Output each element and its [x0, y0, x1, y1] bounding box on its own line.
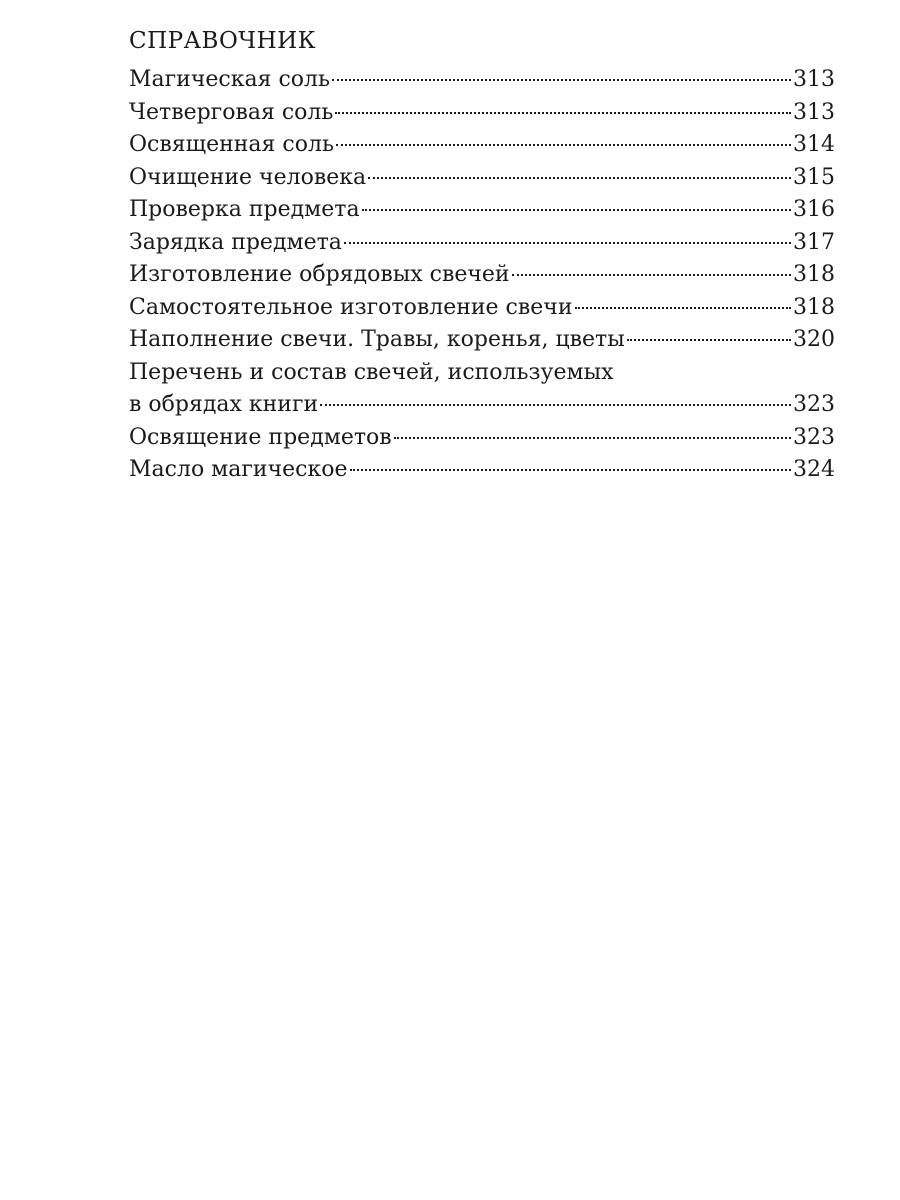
toc-line — [129, 97, 835, 130]
toc-page-number: 317 — [793, 229, 835, 255]
toc-page-number: 313 — [793, 99, 835, 125]
toc-page-number: 315 — [793, 164, 835, 190]
toc-page — [129, 24, 835, 487]
toc-entry[interactable] — [129, 227, 835, 260]
toc-entry-title: Освящение предметов — [129, 424, 392, 450]
toc-line — [129, 64, 835, 97]
toc-page-number: 316 — [793, 197, 835, 222]
dot-leader — [336, 144, 791, 146]
toc-entry[interactable] — [129, 259, 835, 292]
toc-page-number: 314 — [793, 132, 835, 157]
toc-page-number: 318 — [793, 262, 835, 287]
toc-entry[interactable] — [129, 194, 835, 227]
dot-leader — [368, 177, 791, 179]
toc-entry[interactable] — [129, 97, 835, 130]
toc-entry-title: Проверка предмета — [129, 197, 360, 222]
toc-line — [129, 227, 835, 260]
toc-entry[interactable] — [129, 422, 835, 455]
dot-leader — [627, 339, 791, 341]
toc-entry-title: Четверговая соль — [129, 99, 334, 125]
toc-entry-title: в обрядах книги — [129, 392, 319, 417]
toc-line — [129, 422, 835, 455]
toc-line — [129, 162, 835, 195]
toc-page-number: 324 — [793, 457, 835, 482]
dot-leader — [344, 242, 791, 244]
toc-entry[interactable] — [129, 162, 835, 195]
dot-leader — [362, 209, 791, 211]
toc-page-number: 318 — [793, 294, 835, 320]
toc-line — [129, 129, 835, 162]
toc-entry[interactable] — [129, 357, 835, 422]
toc-entry-title: Наполнение свечи. Травы, коренья, цветы — [129, 327, 625, 352]
toc-entry-title: Зарядка предмета — [129, 229, 342, 255]
toc-page-number: 320 — [793, 327, 835, 352]
toc-page-number: 323 — [793, 424, 835, 450]
dot-leader — [335, 112, 791, 114]
toc-line — [129, 389, 835, 422]
toc-entry[interactable] — [129, 64, 835, 97]
toc-page-number: 313 — [793, 67, 835, 92]
toc-page-number: 323 — [793, 392, 835, 417]
dot-leader — [394, 437, 791, 439]
toc-entry[interactable] — [129, 324, 835, 357]
toc-entry[interactable] — [129, 454, 835, 487]
dot-leader — [332, 79, 791, 81]
toc-entry[interactable] — [129, 292, 835, 325]
toc-entry-title: Магическая соль — [129, 67, 330, 92]
dot-leader — [320, 404, 791, 406]
section-title: СПРАВОЧНИК — [129, 28, 317, 54]
toc-entry-title: Освященная соль — [129, 132, 334, 157]
toc-entry-title: Масло магическое — [129, 457, 348, 482]
dot-leader — [512, 274, 791, 276]
dot-leader — [575, 307, 792, 309]
toc-list — [129, 64, 835, 487]
toc-entry[interactable] — [129, 129, 835, 162]
toc-line — [129, 194, 835, 227]
toc-line — [129, 292, 835, 325]
toc-line — [129, 454, 835, 487]
toc-line — [129, 324, 835, 357]
toc-entry-title: Самостоятельное изготовление свечи — [129, 294, 573, 320]
toc-line — [129, 259, 835, 292]
toc-entry-title-first-line: Перечень и состав свечей, используемых — [129, 359, 614, 385]
toc-entry-title: Очищение человека — [129, 164, 367, 190]
dot-leader — [350, 469, 792, 471]
toc-entry-title: Изготовление обрядовых свечей — [129, 262, 510, 287]
